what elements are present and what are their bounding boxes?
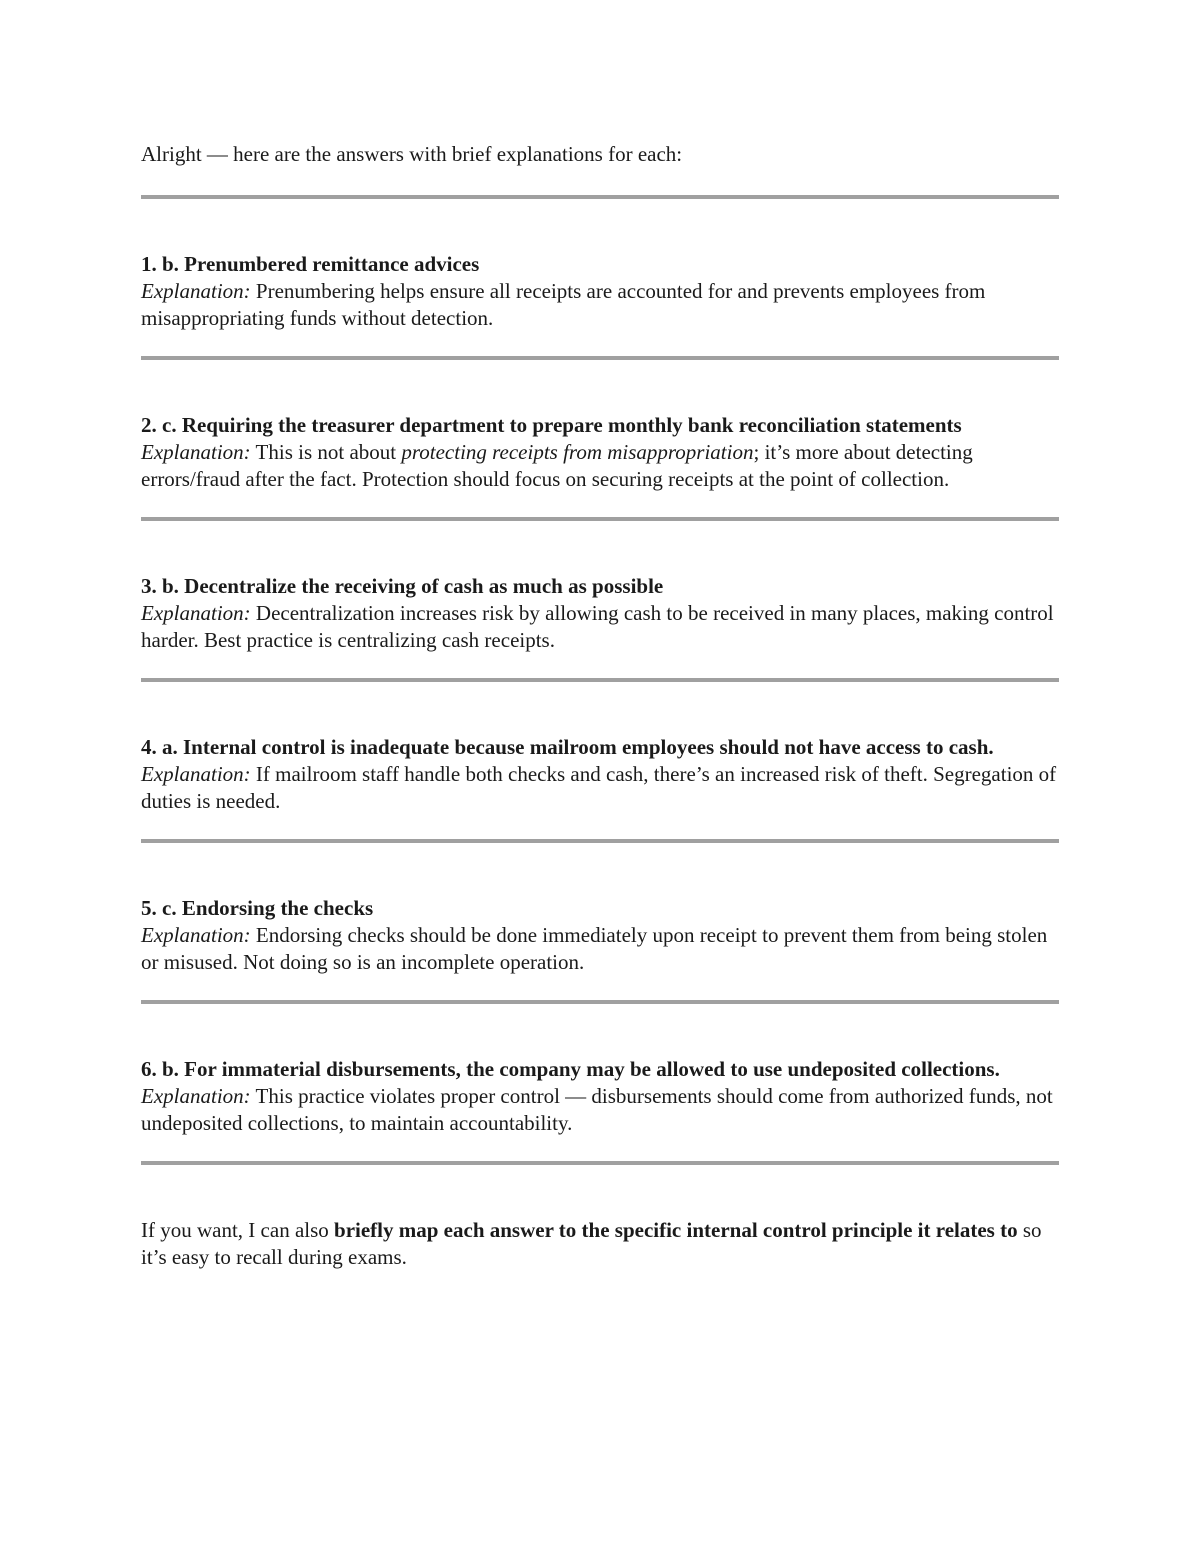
divider [141,356,1059,360]
intro-text: Alright — here are the answers with brief explanations for each: [141,142,683,166]
closing-text: If you want, I can also [141,1218,335,1242]
explanation-label: Explanation: [141,279,251,303]
explanation-label: Explanation: [141,601,251,625]
answer-title: 6. b. For immaterial disbursements, the company may be allowed to use undeposited collections. [141,1057,1000,1081]
closing-paragraph [141,1217,1059,1271]
explanation-text: This practice violates proper control — disbursements should come from authorized funds, not undeposited collections, to maintain accountability. [141,1084,1053,1135]
explanation-text: This is not about [250,440,402,464]
answer-title: 3. b. Decentralize the receiving of cash as much as possible [141,574,664,598]
answer-title: 5. c. Endorsing the checks [141,896,374,920]
explanation-label: Explanation: [141,1084,251,1108]
answer-title: 4. a. Internal control is inadequate because mailroom employees should not have access to cash. [141,735,994,759]
answer-item-1 [141,251,1059,332]
divider [141,195,1059,199]
answer-explanation [141,1083,1059,1137]
answer-explanation [141,922,1059,976]
divider [141,517,1059,521]
answer-item-4 [141,734,1059,815]
answer-explanation [141,600,1059,654]
divider [141,839,1059,843]
explanation-text: Prenumbering helps ensure all receipts are accounted for and prevents employees from misappropriating funds without detection. [141,279,986,330]
explanation-label: Explanation: [141,440,251,464]
answer-explanation [141,278,1059,332]
closing-text: so it’s easy to recall during exams. [141,1218,1042,1269]
divider [141,678,1059,682]
explanation-text: Endorsing checks should be done immediately upon receipt to prevent them from being stolen or misused. Not doing so is an incomplete operation. [141,923,1048,974]
explanation-label: Explanation: [141,923,251,947]
document-page [141,141,1059,1292]
explanation-text: If mailroom staff handle both checks and cash, there’s an increased risk of theft. Segregation of duties is needed. [141,762,1057,813]
explanation-text: ; it’s more about detecting errors/fraud after the fact. Protection should focus on securing receipts at the point of collection. [141,440,973,491]
explanation-emphasis: protecting receipts from misappropriation [401,440,754,464]
answer-title: 2. c. Requiring the treasurer department to prepare monthly bank reconciliation statements [141,413,962,437]
divider [141,1000,1059,1004]
explanation-text: Decentralization increases risk by allowing cash to be received in many places, making control harder. Best practice is centralizing cash receipts. [141,601,1054,652]
answer-explanation [141,439,1059,493]
answer-explanation [141,761,1059,815]
answer-item-5 [141,895,1059,976]
divider [141,1161,1059,1165]
answer-title: 1. b. Prenumbered remittance advices [141,252,480,276]
answer-item-6 [141,1056,1059,1137]
explanation-label: Explanation: [141,762,251,786]
answer-item-3 [141,573,1059,654]
closing-emphasis: briefly map each answer to the specific internal control principle it relates to [334,1218,1018,1242]
answer-item-2 [141,412,1059,493]
